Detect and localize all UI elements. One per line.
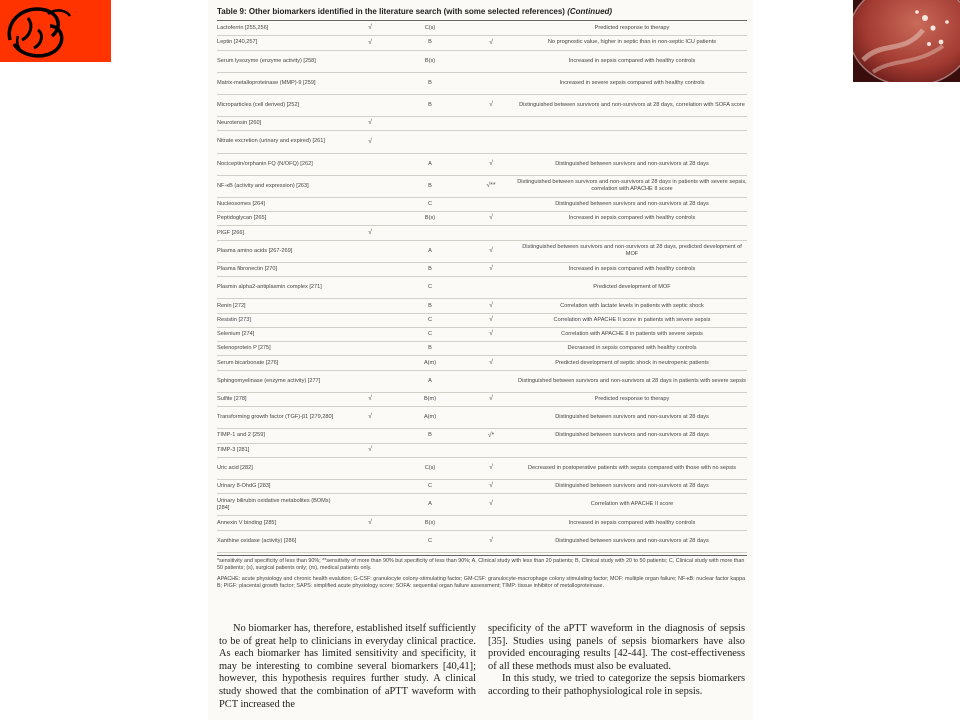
study-type: B <box>428 182 432 189</box>
table-row <box>217 95 747 117</box>
table-row <box>217 429 747 443</box>
biomarker-name: Sphingomyelinase (enzyme activity) [277] <box>217 377 321 384</box>
finding-note: Predicted development of septic shock in neutropenic patients <box>555 359 709 366</box>
study-type: B <box>428 302 432 309</box>
body-paragraph: In this study, we tried to categorize the sepsis biomarkers according to their pathophysiological role in sepsis. <box>488 673 745 697</box>
study-type: C(s) <box>424 464 436 471</box>
biomarker-name: Neurotensin [260] <box>217 120 262 127</box>
body-column-left <box>219 623 476 711</box>
finding-note: Distinguished between survivors and non-survivors at 28 days, predicted development of MOF <box>522 244 742 258</box>
study-type: C <box>427 201 433 208</box>
check-column-a: √ <box>368 137 372 145</box>
table-row <box>217 494 747 516</box>
table-footnotes <box>217 558 747 591</box>
biomarker-name: TIMP-1 and 2 [259] <box>217 432 265 439</box>
biomarker-name: Urinary bilirubin oxidative metabolites (BOMs) [284] <box>217 497 331 511</box>
table-row <box>217 371 747 393</box>
study-type: B <box>428 39 432 46</box>
finding-note: Correlation with APACHE II score in patients with severe sepsis <box>553 316 711 323</box>
petri-dish-image <box>853 0 960 82</box>
table-row <box>217 212 747 226</box>
check-column-c: √ <box>489 536 493 544</box>
table-row <box>217 154 747 176</box>
table-row <box>217 516 747 530</box>
study-type: B(s) <box>424 519 436 526</box>
biomarker-name: Leptin [240,257] <box>217 39 258 46</box>
check-column-c: √** <box>486 181 496 189</box>
biomarker-name: Annexin V binding [285] <box>217 519 277 526</box>
study-type: B <box>428 345 432 352</box>
biomarker-name: Nucleosomes [264] <box>217 201 265 208</box>
finding-note: Correlation with APACHE II score <box>590 501 674 508</box>
biomarker-name: Selenoprotein P [275] <box>217 345 271 352</box>
table-top-rule <box>217 20 747 21</box>
study-type: C <box>427 316 433 323</box>
biomarker-name: Transforming growth factor (TGF)-β1 [279,280] <box>217 414 334 421</box>
table-row <box>217 299 747 313</box>
finding-note: Distinguished between survivors and non-survivors at 28 days, correlation with SOFA score <box>519 102 745 109</box>
check-column-a: √ <box>368 24 372 32</box>
study-type: C <box>427 284 433 291</box>
petri-dish-image <box>853 0 960 82</box>
table-row <box>217 458 747 480</box>
biomarker-name: Plasma fibronectin [270] <box>217 266 278 273</box>
biomarker-name: Xanthine oxidase (activity) [286] <box>217 537 297 544</box>
table-row <box>217 356 747 370</box>
finding-note: Increased in sepsis compared with healthy controls <box>568 215 696 222</box>
body-paragraph: specificity of the aPTT waveform in the diagnosis of sepsis [35]. Studies using panels of sepsis biomarkers have also provided encouraging results [42-44]. The cost-effectiveness of all these methods must also be evaluated. <box>488 623 745 672</box>
finding-note: Predicted response to therapy <box>594 395 670 402</box>
check-column-c: √ <box>489 246 493 254</box>
check-column-c: √ <box>489 38 493 46</box>
finding-note: Increased in severe sepsis compared with healthy controls <box>559 79 705 86</box>
table-row <box>217 480 747 494</box>
check-column-c: √ <box>489 159 493 167</box>
table-row <box>217 51 747 73</box>
table-row <box>217 393 747 407</box>
study-type: C <box>427 331 433 337</box>
table-row <box>217 342 747 356</box>
finding-note: Distinguished between survivors and non-survivors at 28 days <box>555 432 709 439</box>
finding-note: Correlation with lactate levels in patients with septic shock <box>560 302 704 309</box>
study-type: A(m) <box>423 359 437 366</box>
check-column-c: √ <box>489 464 493 471</box>
table-row <box>217 314 747 328</box>
table-row <box>217 73 747 95</box>
finding-note: Distinguished between survivors and non-survivors at 28 days <box>555 483 709 490</box>
check-column-a: √ <box>368 518 372 526</box>
finding-note: Distinguished between survivors and non-survivors at 28 days <box>555 537 709 544</box>
table-row <box>217 531 747 553</box>
finding-note: Distinguished between survivors and non-survivors at 28 days <box>555 201 709 208</box>
check-column-a: √ <box>368 395 372 403</box>
table-row <box>217 444 747 458</box>
finding-note: No prognostic value, higher in septic than in non-septic ICU patients <box>547 39 717 46</box>
biomarker-name: Matrix-metalloproteinase (MMP)-9 [259] <box>217 79 316 86</box>
study-type: B(s) <box>424 215 436 222</box>
table-row <box>217 407 747 429</box>
table-title <box>217 7 747 16</box>
biomarker-name: Urinary 8-OhdG [283] <box>217 483 271 490</box>
footnote-legend: *sensitivity and specificity of less than 90%; **sensitivity of more than 90% but specificity of less than 90%; A, Clinical study with less than 20 patients; B, Clinical study with 20 to 50 patients; C, Clinical study with more than 50 patients; (s), surgical patients only; (m), medical patients only. <box>217 558 745 572</box>
biomarker-name: Nitrate excretion (urinary and expired) [261] <box>217 138 325 145</box>
body-paragraph: No biomarker has, therefore, established itself sufficiently to be of great help to clinicians in everyday clinical practice. As each biomarker has limited sensitivity and specificity, it may be interesting to combine several biomarkers [40,41]; however, this hypothesis requires further study. A clinical study showed that the combination of aPTT waveform with PCT increased the <box>219 623 476 710</box>
check-column-c: √ <box>489 500 493 508</box>
finding-note: Distinguished between survivors and non-survivors at 28 days in patients with severe sepsis, correlation with APACHE II score <box>517 179 747 193</box>
study-type: A <box>428 160 432 167</box>
check-column-a: √ <box>368 413 372 421</box>
biomarker-name: Plasma amino acids [267-269] <box>217 247 293 254</box>
check-column-c: √ <box>489 301 493 309</box>
finding-note: Distinguished between survivors and non-survivors at 28 days <box>555 414 709 421</box>
table-row <box>217 131 747 153</box>
check-column-a: √ <box>368 119 372 127</box>
check-column-a: √ <box>368 38 372 46</box>
finding-note: Increased in sepsis compared with healthy controls <box>568 266 696 273</box>
biomarker-name: Resistin [273] <box>217 316 251 323</box>
biomarker-name: PIGF [266] <box>217 229 245 236</box>
biomarker-name: Renin [272] <box>217 302 246 309</box>
study-type: B <box>428 79 432 86</box>
biomarker-name: TIMP-3 [281] <box>217 446 250 453</box>
biomarker-name: Serum bicarbonate [276] <box>217 359 279 366</box>
table-row <box>217 328 747 342</box>
finding-note: Predicted development of MOF <box>593 284 671 291</box>
biomarker-name: Lactoferrin [255,256] <box>217 25 269 32</box>
table-row <box>217 198 747 212</box>
table-bottom-rule <box>217 555 747 556</box>
footnote-abbreviations: APACHE: acute physiology and chronic health evalution; G-CSF: granulocyte colony-stimulating factor; GM-CSF: granulocyte-macrophage colony stimulating factor; MOF: multiple organ failure; NF-κB: nuclear factor kappa B; PIGF: placental growth factor; SAPS: simplified acute physiology score; SOFA: sequential organ failure assessment; TIMP: tissue inhibitor of metalloproteinase. <box>217 576 746 590</box>
table-row <box>217 117 747 131</box>
table-title-text: Table 9: Other biomarkers identified in the literature search (with some selected references) <box>217 7 565 16</box>
study-type: B(s) <box>424 57 436 64</box>
finding-note: Decraesed in sepsis compared with healthy controls <box>567 345 697 352</box>
finding-note: Predicted response to therapy <box>594 25 670 32</box>
table-row <box>217 226 747 240</box>
table-row <box>217 176 747 198</box>
finding-note: Distinguished between survivors and non-survivors at 28 days <box>555 160 709 167</box>
biomarker-table <box>217 22 747 553</box>
table-row <box>217 241 747 263</box>
check-column-a: √ <box>368 445 372 453</box>
table-row <box>217 277 747 299</box>
biomarker-name: Plasmin alpha2-antiplasmin complex [271] <box>217 284 322 291</box>
biomarker-name: Microparticles (cell derived) [252] <box>217 102 300 109</box>
study-type: C <box>427 483 433 490</box>
biomarker-name: Serum lysozyme (enzyme activity) [258] <box>217 57 316 64</box>
study-type: B <box>428 102 432 109</box>
biomarker-name: Selenium [274] <box>217 331 255 337</box>
study-type: A <box>428 247 432 254</box>
study-type: B(m) <box>423 395 437 402</box>
check-column-c: √* <box>487 431 495 439</box>
check-column-c: √ <box>489 101 493 109</box>
finding-note: Increased in sepsis compared with healthy controls <box>568 519 696 526</box>
finding-note: Increased in sepsis compared with healthy controls <box>568 57 696 64</box>
biomarker-name: Nociceptin/orphanin FQ (N/OFQ) [262] <box>217 160 313 167</box>
check-column-c: √ <box>489 315 493 323</box>
study-type: C(s) <box>424 25 436 32</box>
biomarker-name: Sulfite [278] <box>217 395 247 402</box>
table-row <box>217 36 747 50</box>
study-type: A <box>428 377 432 384</box>
check-column-a: √ <box>368 228 372 236</box>
check-column-c: √ <box>489 214 493 222</box>
study-type: B <box>428 266 432 273</box>
finding-note: Distinguished between survivors and non-survivors at 28 days in patients with severe sepsis <box>518 377 746 384</box>
logo <box>0 0 111 62</box>
study-type: A(m) <box>423 414 437 421</box>
table-row <box>217 263 747 277</box>
body-column-right <box>488 623 745 699</box>
biomarker-name: NF-κB (activity and expression) [263] <box>217 182 309 189</box>
check-column-c: √ <box>489 358 493 366</box>
finding-note: Correlation with APACHE II in patients with severe sepsis <box>561 331 703 337</box>
biomarker-name: Uric acid [282] <box>217 464 253 471</box>
finding-note: Decreased in postoperative patients with sepsis compared with those with no sepsis <box>527 464 736 471</box>
check-column-c: √ <box>489 395 493 403</box>
study-type: A <box>428 501 432 508</box>
biomarker-name: Peptidoglycan [265] <box>217 215 267 222</box>
stylized-logo-icon <box>0 0 111 62</box>
check-column-c: √ <box>489 265 493 273</box>
study-type: B <box>428 432 432 439</box>
table-title-continued: (Continued) <box>567 7 613 16</box>
table-row <box>217 22 747 36</box>
study-type: C <box>427 537 433 544</box>
check-column-c: √ <box>489 330 493 338</box>
check-column-c: √ <box>489 482 493 490</box>
